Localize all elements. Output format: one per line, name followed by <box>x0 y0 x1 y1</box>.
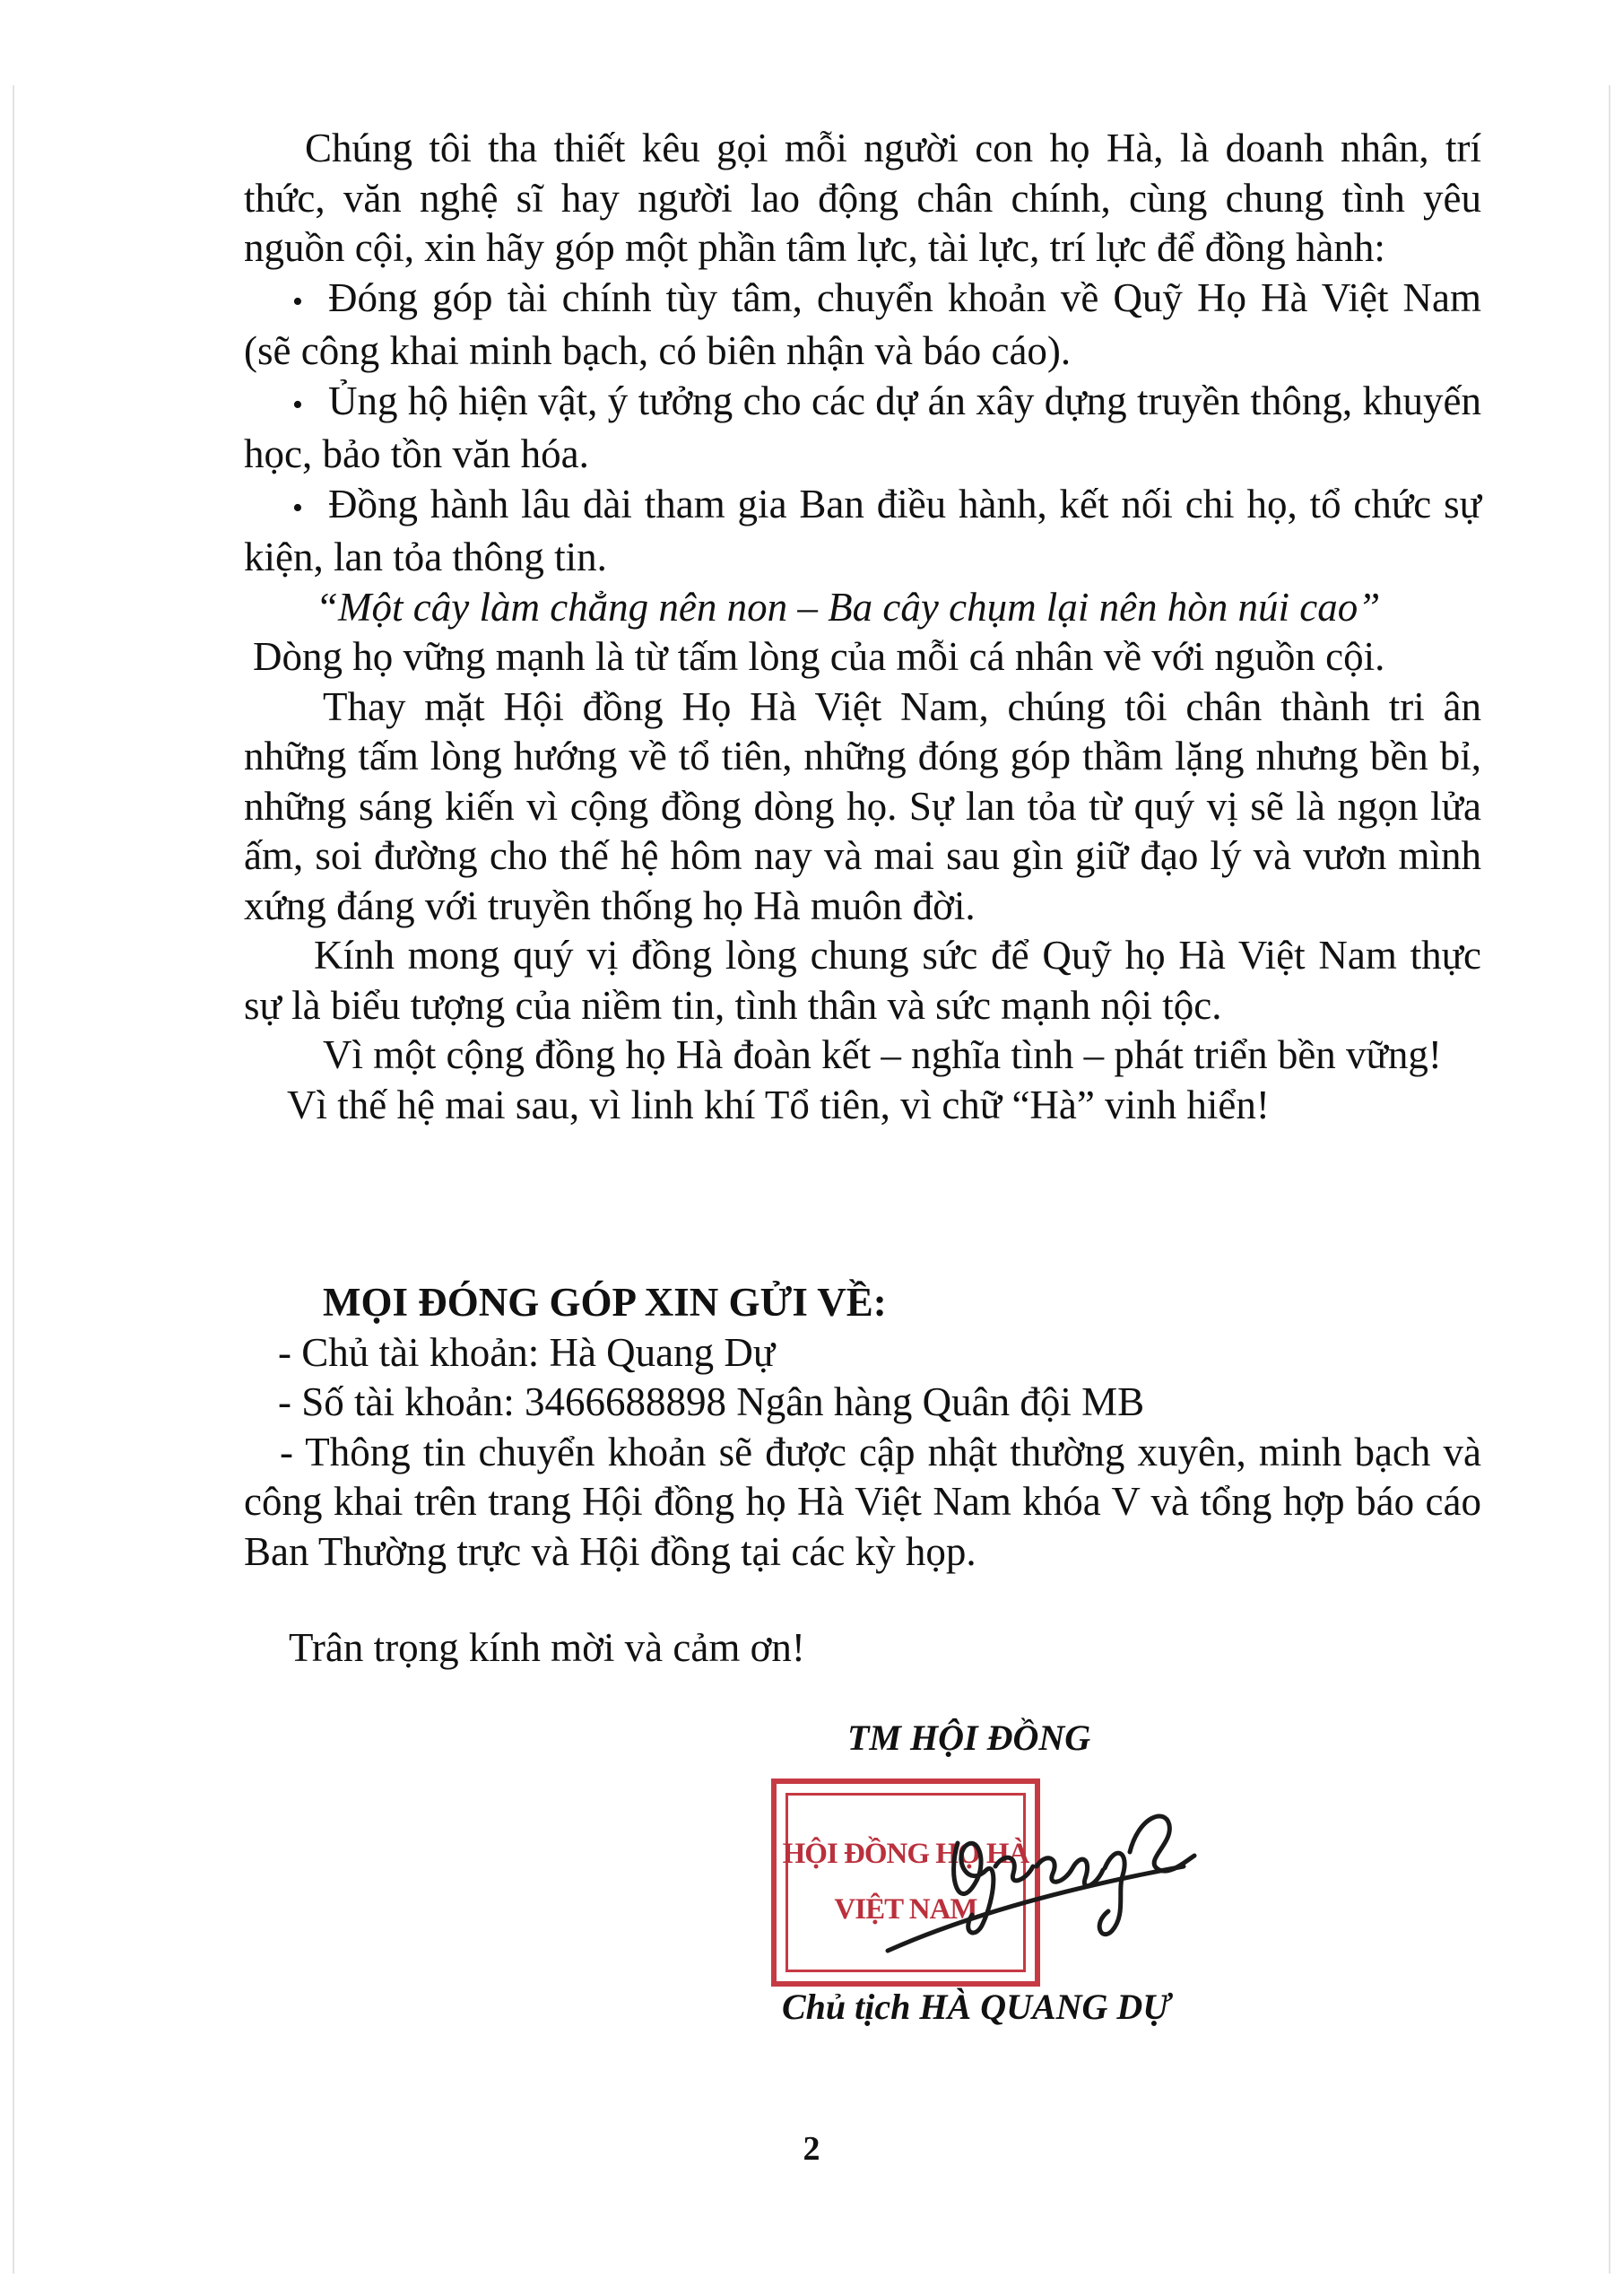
page-edge-left <box>13 85 14 2274</box>
account-number: - Số tài khoản: 3466688898 Ngân hàng Quân đội MB <box>278 1379 1145 1424</box>
transfer-info: - Thông tin chuyển khoản sẽ được cập nhật thường xuyên, minh bạch và công khai trên trang Hội đồng họ Hà Việt Nam khóa V và tổng hợp báo cáo Ban Thường trực và Hội đồng tại các kỳ họp. <box>244 1429 1481 1574</box>
appeal-paragraph: Chúng tôi tha thiết kêu gọi mỗi người con họ Hà, là doanh nhân, trí thức, văn nghệ sĩ hay người lao động chân chính, cùng chung tình yêu nguồn cội, xin hãy góp một phần tâm lực, tài lực, trí lực để đồng hành: <box>244 126 1481 270</box>
donation-heading: MỌI ĐÓNG GÓP XIN GỬI VỀ: <box>323 1280 887 1325</box>
closing-line: Trân trọng kính mời và cảm ơn! <box>289 1625 805 1670</box>
page-number: 2 <box>803 2130 820 2168</box>
on-behalf-label: TM HỘI ĐỒNG <box>847 1718 1091 1758</box>
bullet-long-term <box>244 480 1481 583</box>
page-edge-right <box>1609 85 1610 2274</box>
future-paragraph: Vì thế hệ mai sau, vì linh khí Tổ tiên, vì chữ “Hà” vinh hiển! <box>287 1082 1270 1127</box>
bullet-text: Đóng góp tài chính tùy tâm, chuyển khoản về Quỹ Họ Hà Việt Nam (sẽ công khai minh bạch, có biên nhận và báo cáo). <box>244 274 1481 373</box>
donation-section <box>244 1278 1481 1577</box>
account-holder: - Chủ tài khoản: Hà Quang Dự <box>278 1329 776 1375</box>
bullet-icon: • <box>292 284 303 318</box>
stamp-line-2: VIỆT NAM <box>834 1893 977 1926</box>
stamp-line-1: HỘI ĐỒNG HỌ HÀ <box>782 1838 1029 1870</box>
gratitude-paragraph: Thay mặt Hội đồng Họ Hà Việt Nam, chúng tôi chân thành tri ân những tấm lòng hướng về tổ tiên, những đóng góp thầm lặng nhưng bền bỉ, những sáng kiến vì cộng đồng dòng họ. Sự lan tỏa từ quý vị sẽ là ngọn lửa ấm, soi đường cho thế hệ hôm nay và mai sau gìn giữ đạo lý và vươn mình xứng đáng với truyền thống họ Hà muôn đời. <box>244 683 1481 928</box>
bullet-text: Ủng hộ hiện vật, ý tưởng cho các dự án xây dựng truyền thông, khuyến học, bảo tồn văn hóa. <box>244 378 1481 476</box>
bullet-financial <box>244 274 1481 377</box>
bullet-icon: • <box>292 491 303 525</box>
bullet-in-kind <box>244 377 1481 480</box>
signer-name: Chủ tịch HÀ QUANG DỰ <box>782 1987 1171 2027</box>
proverb-quote: “Một cây làm chẳng nên non – Ba cây chụm lại nên hòn núi cao” <box>316 584 1381 630</box>
bullet-icon: • <box>292 387 303 422</box>
letter-body <box>244 124 1481 1130</box>
handwritten-signature <box>861 1780 1219 1969</box>
fund-hope-paragraph: Kính mong quý vị đồng lòng chung sức để Quỹ họ Hà Việt Nam thực sự là biểu tượng của niềm tin, tình thân và sức mạnh nội tộc. <box>244 933 1481 1028</box>
clan-strength-paragraph: Dòng họ vững mạnh là từ tấm lòng của mỗi cá nhân về với nguồn cội. <box>253 634 1385 679</box>
unity-paragraph: Vì một cộng đồng họ Hà đoàn kết – nghĩa tình – phát triển bền vững! <box>323 1032 1442 1077</box>
bullet-text: Đồng hành lâu dài tham gia Ban điều hành, kết nối chi họ, tổ chức sự kiện, lan tỏa thông tin. <box>244 481 1481 579</box>
